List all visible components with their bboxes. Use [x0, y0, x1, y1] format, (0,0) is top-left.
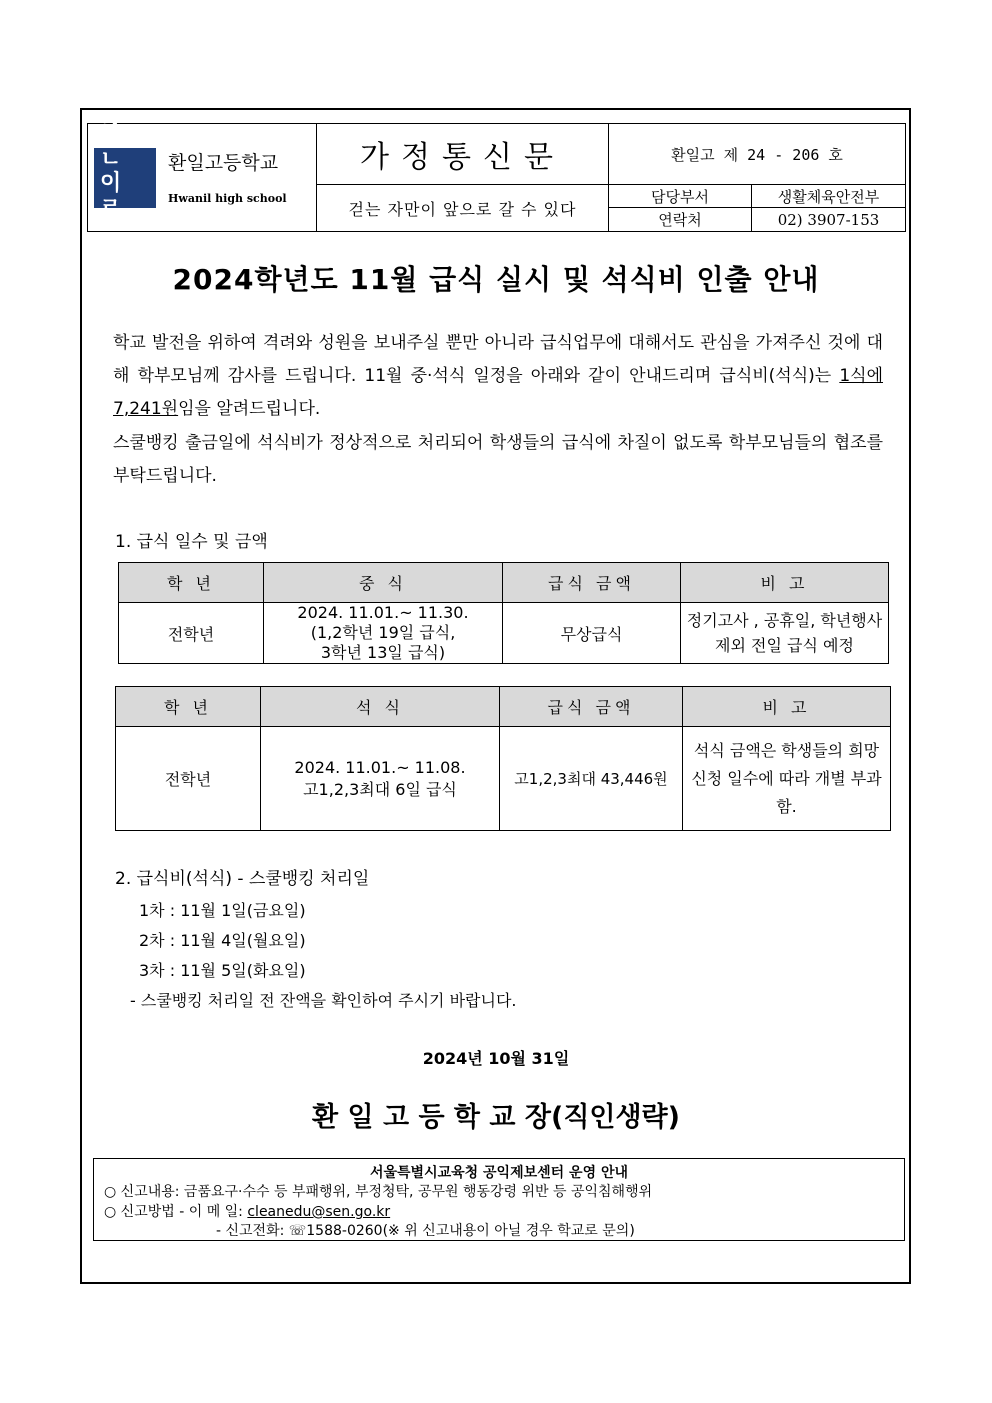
newsletter-header: [87, 123, 906, 232]
payment-round-1: 1차 : 11월 1일(금요일): [139, 901, 306, 920]
section-2-title: 2. 급식비(석식) - 스쿨뱅킹 처리일: [115, 869, 370, 889]
logo-subtext: Woonbwa Educational Foundation: [97, 220, 153, 233]
contact-value: 02) 3907-153: [752, 208, 906, 232]
lunch-period: [264, 603, 503, 664]
dinner-period-line1: 2024. 11.01.~ 11.08.: [294, 757, 466, 777]
lunch-table: [118, 562, 889, 664]
lunch-amount: 무상급식: [503, 603, 681, 664]
school-name-korean: 환일고등학교: [168, 152, 279, 174]
lunch-header-grade: 학 년: [119, 563, 264, 603]
logo-glyphs-bottom: 이 ㄹ: [100, 170, 128, 220]
dinner-header-amount: 급식 금액: [500, 687, 683, 727]
dinner-header-grade: 학 년: [116, 687, 261, 727]
notice-title: 서울특별시교육청 공익제보센터 운영 안내: [369, 1165, 629, 1181]
lunch-header-amount: 급식 금액: [503, 563, 681, 603]
lunch-header-note: 비 고: [681, 563, 889, 603]
notice-email-link[interactable]: cleanedu@sen.go.kr: [247, 1204, 391, 1220]
lunch-grade: 전학년: [119, 603, 264, 664]
payment-round-2: 2차 : 11월 4일(월요일): [139, 931, 306, 950]
payment-round-3: 3차 : 11월 5일(화요일): [139, 961, 306, 980]
lunch-period-line2: (1,2학년 19일 급식,: [310, 623, 456, 642]
dinner-amount: 고1,2,3최대 43,446원: [500, 727, 683, 831]
logo-glyphs-top: 화 ㄴ: [100, 122, 128, 172]
meal-price-highlight: 1식에 7,241원: [113, 366, 883, 419]
lunch-period-line1: 2024. 11.01.~ 11.30.: [297, 603, 469, 622]
dept-value: 생활체육안전부: [752, 185, 906, 208]
dinner-period: [261, 727, 500, 831]
newsletter-title: 가정통신문: [317, 124, 609, 185]
section-1-title: 1. 급식 일수 및 금액: [115, 532, 268, 552]
principal-signature-line: 환 일 고 등 학 교 장(직인생략): [312, 1102, 680, 1133]
lunch-header-meal: 중 식: [264, 563, 503, 603]
dinner-note: 석식 금액은 학생들의 희망 신청 일수에 따라 개별 부과함.: [683, 727, 891, 831]
intro-paragraph-2: 스쿨뱅킹 출금일에 석식비가 정상적으로 처리되어 학생들의 급식에 차질이 없도록 학부모님들의 협조를 부탁드립니다.: [113, 433, 883, 486]
school-motto: 걷는 자만이 앞으로 갈 수 있다: [317, 185, 609, 232]
dinner-header-meal: 석 식: [261, 687, 500, 727]
intro-text-1: 학교 발전을 위하여 격려와 성원을 보내주실 뿐만 아니라 급식업무에 대해서도 관심을 가져주신 것에 대해 학부모님께 감사를 드립니다. 11월 중·석식 일정을 아래와 같이 안내드리며 급식비(석식)는: [113, 333, 883, 386]
dinner-header-note: 비 고: [683, 687, 891, 727]
notice-method-label: ○ 신고방법 - 이 메 일:: [104, 1204, 248, 1220]
school-logo-cell: [88, 124, 317, 232]
notice-phone-line: - 신고전화: ☏1588-0260(※ 위 신고내용이 아닐 경우 학교로 문의): [216, 1223, 635, 1239]
dept-label: 담당부서: [609, 185, 752, 208]
school-logo: [94, 122, 156, 233]
issue-number: 환일고 제 24 - 206 호: [609, 124, 906, 185]
dinner-grade: 전학년: [116, 727, 261, 831]
payment-note: - 스쿨뱅킹 처리일 전 잔액을 확인하여 주시기 바랍니다.: [130, 991, 517, 1010]
intro-paragraph-1: [113, 327, 883, 426]
document-title: 2024학년도 11월 급식 실시 및 석식비 인출 안내: [172, 263, 820, 296]
issue-date: 2024년 10월 31일: [422, 1049, 570, 1068]
dinner-period-line2: 고1,2,3최대 6일 급식: [303, 779, 457, 799]
intro-text-2: 임을 알려드립니다.: [178, 399, 321, 419]
dinner-table: [115, 686, 891, 831]
lunch-period-line3: 3학년 13일 급식): [320, 643, 446, 662]
contact-label: 연락처: [609, 208, 752, 232]
school-name-english: Hwanil high school: [168, 192, 287, 205]
lunch-note: 정기고사 , 공휴일, 학년행사 제외 전일 급식 예정: [681, 603, 889, 664]
notice-method-line: [104, 1201, 390, 1221]
notice-content-line: ○ 신고내용: 금품요구·수수 등 부패행위, 부정청탁, 공무원 행동강령 위반 등 공익침해행위: [104, 1184, 653, 1200]
whistleblower-notice-box: [93, 1158, 905, 1241]
